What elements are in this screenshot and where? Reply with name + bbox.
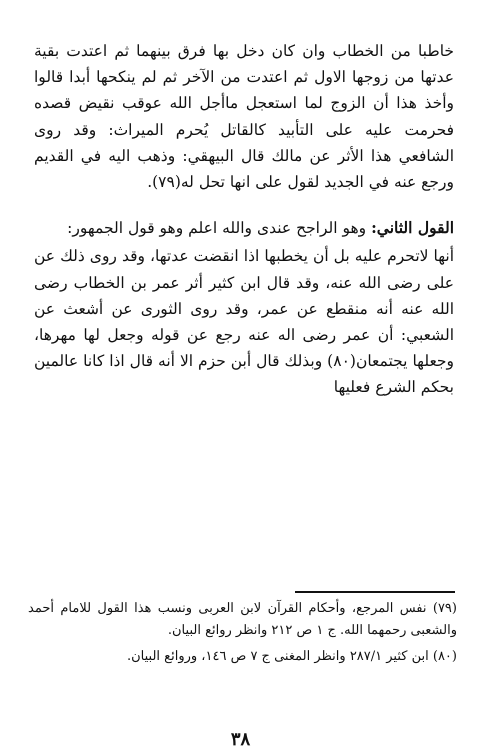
footnote-divider [295, 591, 455, 593]
footnote-number: (٧٩) [432, 601, 457, 616]
footnote-80 [28, 646, 457, 668]
paragraph-3: أنها لاتحرم عليه بل أن يخطبها اذا انقضت عدتها، وقد روى ذلك عن على رضى الله عنه، وقد قال ابن كثير أثر عمر بن الخطاب رضى الله عنه أنه منقطع عن عمر، وقد روى الثورى عن أشعث عن الشعبي: أن عمر رضى اله عنه رجع عن قوله وجعل لها مهرها، وجعلها يجتمعان(٨٠) وبذلك قال أبن حزم الا أنه قال اذا كانا عالمين بحكم الشرع فعليها [34, 247, 455, 397]
footnote-79 [28, 598, 457, 642]
paragraph-1: خاطبا من الخطاب وان كان دخل بها فرق بينهما ثم اعتدت بقية عدتها من زوجها الاول ثم اعتدت من الآخر ثم لم ينكحها أبدا قالوا وأخذ هذا أن الزوج لما استعجل ماأجل الله عوقب نقيض قصده فحرمت عليه على التأبيد كالقاتل يُحرم الميراث: وقد روى الشافعي هذا الأثر عن مالك قال البيهقي: وذهب اليه في القديم ورجع عنه في الجديد لقول على انها تحل له(٧٩). [34, 42, 454, 192]
footnote-text: نفس المرجع، وأحكام القرآن لابن العربى ونسب هذا القول للامام أحمد والشعبى رحمهما الله. ج ١ ص ٢١٢ وانظر روائع البيان. [28, 601, 457, 638]
page-number: ٣٨ [230, 729, 251, 750]
footnote-text: ابن كثير ٢٨٧/١ وانظر المغنى ج ٧ ص ١٤٦، وروائع البيان. [126, 649, 429, 664]
paragraph-2-text: وهو الراجح عندى والله اعلم وهو قول الجمهور: [67, 219, 372, 238]
paragraph-2 [34, 215, 454, 241]
section-heading: القول الثاني: [371, 218, 454, 238]
footnote-number: (٨٠) [432, 649, 457, 664]
footnotes [28, 598, 457, 672]
main-text [34, 38, 454, 401]
